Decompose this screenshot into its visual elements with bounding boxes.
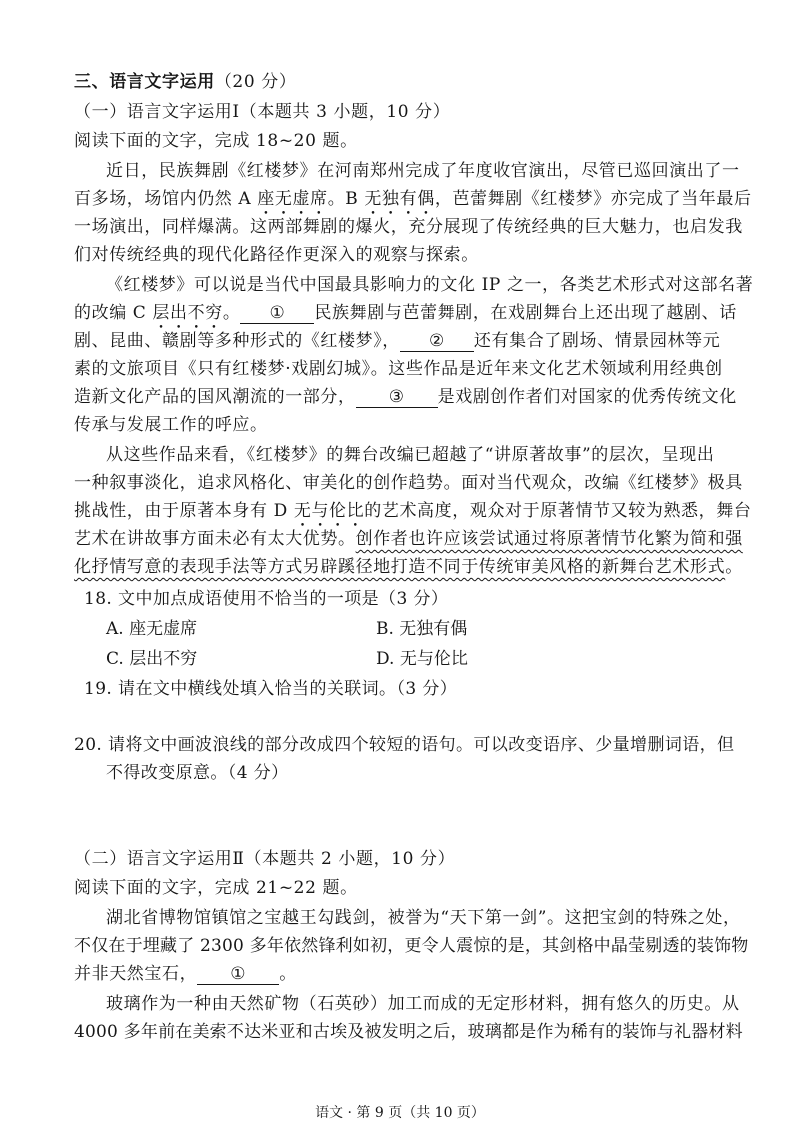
option-b: B. 无独有偶 [376, 619, 468, 639]
passage-line: 一种叙事淡化，追求风格化、审美化的创作趋势。面对当代观众，改编《红楼梦》极具 [74, 473, 743, 493]
section-heading [74, 70, 754, 94]
text-span: 造新文化产品的国风潮流的一部分， [74, 387, 356, 407]
passage-line: 《红楼梦》可以说是当代中国最具影响力的文化 IP 之一，各类艺术形式对这部名著 [106, 275, 754, 295]
text-span: 。B [327, 189, 365, 209]
page-footer: 语文 · 第 9 页（共 10 页） [315, 1105, 485, 1121]
text-span: 是戏剧创作者们对国家的优秀传统文化 [437, 387, 737, 407]
text-span: 。 [279, 964, 297, 984]
text-span: 挑战性，由于原著本身有 D [74, 501, 294, 521]
part2-title: （二）语言文字运用Ⅱ（本题共 2 小题，10 分） [74, 849, 456, 869]
dotted-idiom-c: 层出不穷 [152, 303, 223, 323]
question-20-line2: 不得改变原意。（4 分） [106, 763, 289, 783]
text-span: 艺术在讲故事方面未必有太大优势。 [74, 529, 356, 549]
passage-line: 4000 多年前在美索不达米亚和古埃及被发明之后，玻璃都是作为稀有的装饰与礼器材料 [74, 1022, 743, 1042]
part1-title: （一）语言文字运用Ⅰ（本题共 3 小题，10 分） [74, 102, 451, 122]
text-span: 的艺术高度，观众对于原著情节又较为熟悉，舞台 [364, 501, 752, 521]
question-18: 18. 文中加点成语使用不恰当的一项是（3 分） [84, 589, 449, 609]
question-20-line1: 20. 请将文中画波浪线的部分改成四个较短的语句。可以改变语序、少量增删词语，但 [74, 735, 735, 755]
passage-line: 一场演出，同样爆满。这两部舞剧的爆火，充分展现了传统经典的巨大魅力，也启发我 [74, 217, 743, 237]
passage-line: 传承与发展工作的呼应。 [74, 415, 268, 435]
passage-line [74, 962, 754, 986]
fill-blank-2: ② [400, 331, 474, 352]
passage-line: 从这些作品来看，《红楼梦》的舞台改编已超越了“讲原著故事”的层次，呈现出 [106, 445, 715, 465]
passage-line: 近日，民族舞剧《红楼梦》在河南郑州完成了年度收官演出，尽管已巡回演出了一 [106, 161, 740, 181]
dotted-idiom-b: 无独有偶 [364, 189, 435, 209]
option-c: C. 层出不穷 [106, 649, 198, 669]
passage-line: 玻璃作为一种由天然矿物（石英砂）加工而成的无定形材料，拥有悠久的历史。从 [106, 994, 740, 1014]
text-span: 。 [222, 303, 241, 323]
dotted-idiom-a: 座无虚席 [257, 189, 328, 209]
fill-blank-1: ① [240, 303, 314, 324]
text-span: 并非天然宝石， [74, 964, 198, 984]
text-span: 剧、昆曲、赣剧等多种形式的《红楼梦》， [74, 331, 400, 351]
part1-instruction: 阅读下面的文字，完成 18~20 题。 [74, 131, 358, 151]
passage-line: 不仅在于埋藏了 2300 多年依然锋利如初，更令人震惊的是，其剑格中晶莹剔透的装饰物 [74, 936, 749, 956]
wavy-underlined-text: 创作者也许应该尝试通过将原著情节化繁为简和强 [355, 529, 743, 549]
text-span: 还有集合了剧场、情景园林等元 [473, 331, 721, 351]
fill-blank-part2-1: ① [197, 964, 279, 985]
passage-line [74, 527, 754, 551]
question-19: 19. 请在文中横线处填入恰当的关联词。（3 分） [84, 679, 458, 699]
passage-line [74, 555, 754, 579]
option-d: D. 无与伦比 [376, 649, 468, 669]
section-title: 三、语言文字运用 [74, 72, 215, 92]
passage-line: 湖北省博物馆镇馆之宝越王勾践剑，被誉为“天下第一剑”。这把宝剑的特殊之处， [106, 908, 741, 928]
passage-line: 素的文旅项目《只有红楼梦·戏剧幻城》。这些作品是近年来文化艺术领域利用经典创 [74, 359, 723, 379]
dotted-idiom-d: 无与伦比 [293, 501, 365, 521]
part2-instruction: 阅读下面的文字，完成 21~22 题。 [74, 878, 358, 898]
section-score: （20 分） [214, 72, 297, 92]
option-a: A. 座无虚席 [106, 619, 198, 639]
passage-line: 们对传统经典的现代化路径作更深入的观察与探索。 [74, 245, 479, 265]
text-span: ，芭蕾舞剧《红楼梦》亦完成了当年最后 [434, 189, 752, 209]
passage-line [74, 329, 754, 353]
wavy-underlined-text: 化抒情写意的表现手法等方式另辟蹊径地打造不同于传统审美风格的新舞台艺术形式 [74, 557, 726, 577]
passage-line [74, 385, 754, 409]
fill-blank-3: ③ [356, 387, 438, 408]
text-span: 民族舞剧与芭蕾舞剧，在戏剧舞台上还出现了越剧、话 [314, 303, 737, 323]
text-span: 百多场，场馆内仍然 A [74, 189, 258, 209]
text-span: 。 [725, 557, 743, 577]
text-span: 的改编 C [74, 303, 153, 323]
